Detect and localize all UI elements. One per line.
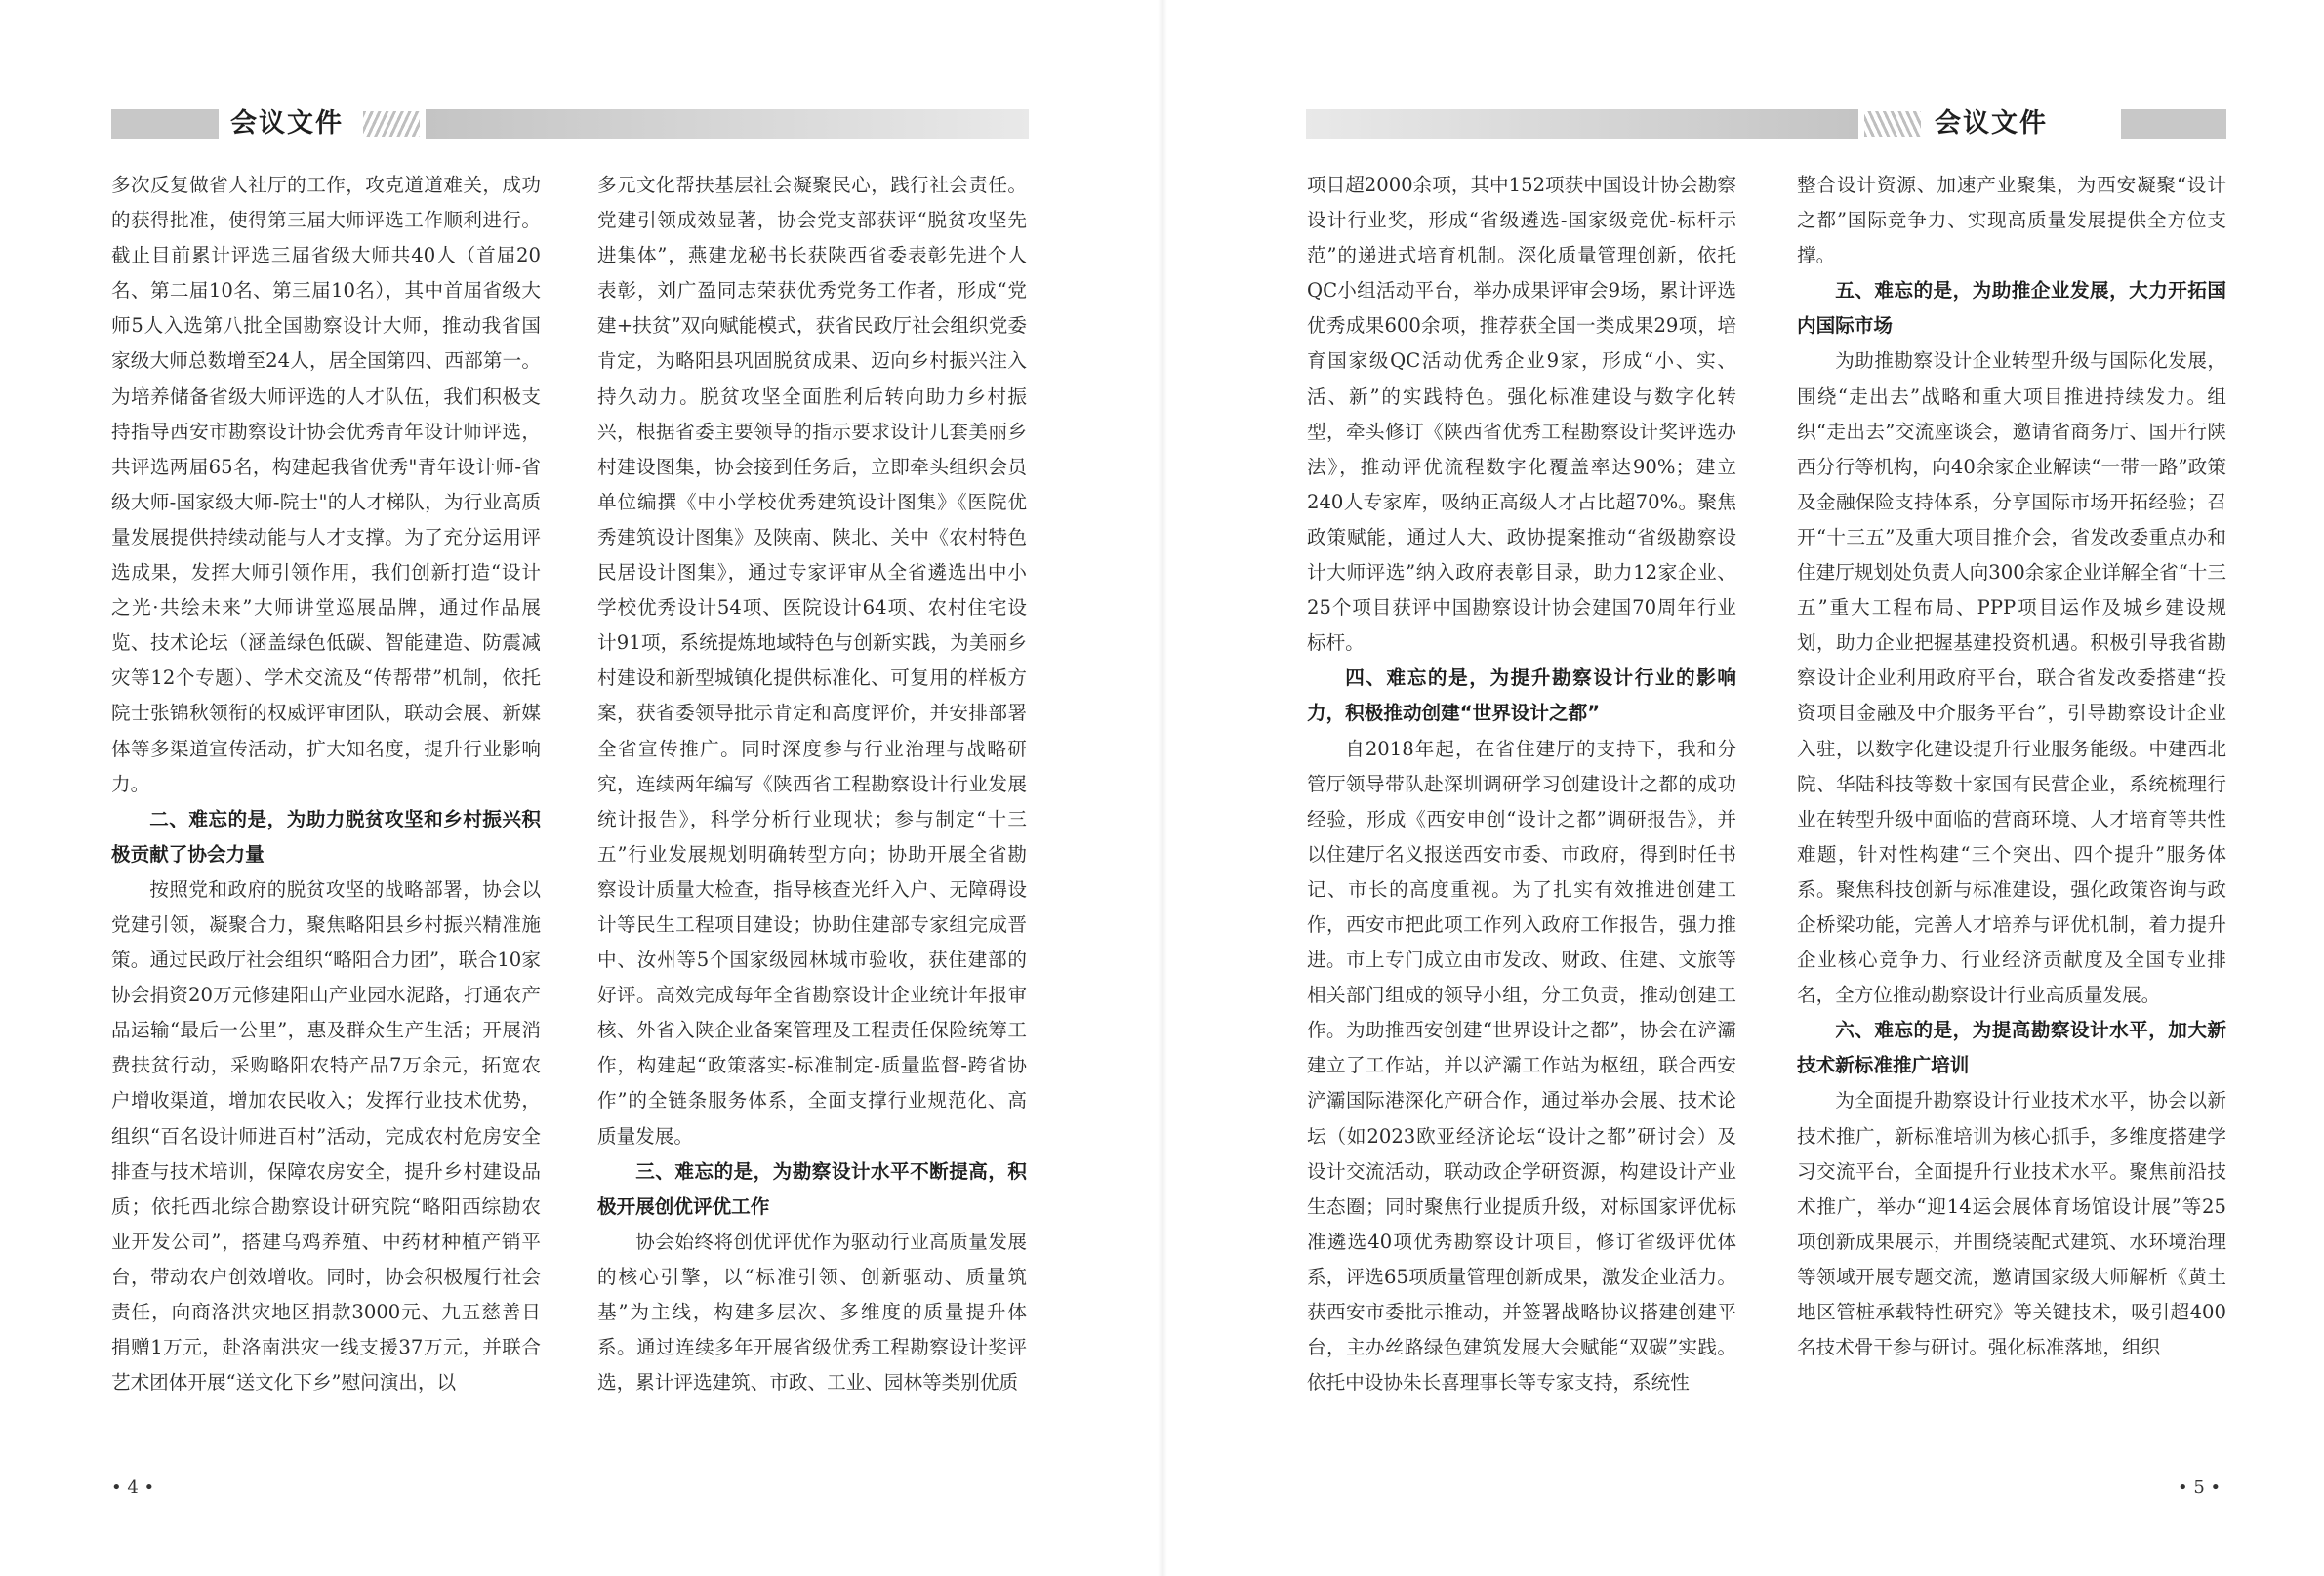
right-column-1: [1307, 168, 1736, 1400]
paragraph: 为助推勘察设计企业转型升级与国际化发展，围绕“走出去”战略和重大项目推进持续发力。组织“走出去”交流座谈会，邀请省商务厅、国开行陕西分行等机构，向40余家企业解读“一带一路”政策及金融保险支持体系，分享国际市场开拓经验；召开“十三五”及重大项目推介会，省发改委重点办和住建厅规划处负责人向300余家企业详解全省“十三五”重大工程布局、PPP项目运作及城乡建设规划，助力企业把握基建投资机遇。积极引导我省勘察设计企业利用政府平台，联合省发改委搭建“投资项目金融及中介服务平台”，引导勘察设计企业入驻，以数字化建设提升行业服务能级。中建西北院、华陆科技等数十家国有民营企业，系统梳理行业在转型升级中面临的营商环境、人才培育等共性难题，针对性构建“三个突出、四个提升”服务体系。聚焦科技创新与标准建设，强化政策咨询与政企桥梁功能，完善人才培养与评优机制，着力提升企业核心竞争力、行业经济贡献度及全国专业排名，全方位推动勘察设计行业高质量发展。: [1797, 349, 2226, 1007]
section-heading-6: 六、难忘的是，为提高勘察设计水平，加大新技术新标准推广培训: [1797, 1019, 2226, 1077]
paragraph: 协会始终将创优评优作为驱动行业高质量发展的核心引擎，以“标准引领、创新驱动、质量筑基”为主线，构建多层次、多维度的质量提升体系。通过连续多年开展省级优秀工程勘察设计奖评选，累计评选建筑、市政、工业、园林等类别优质: [597, 1230, 1027, 1394]
paragraph: 项目超2000余项，其中152项获中国设计协会勘察设计行业奖，形成“省级遴选-国家级竞优-标杆示范”的递进式培育机制。深化质量管理创新，依托QC小组活动平台，举办成果评审会9场，累计评选优秀成果600余项，推荐获全国一类成果29项，培育国家级QC活动优秀企业9家，形成“小、实、活、新”的实践特色。强化标准建设与数字化转型，牵头修订《陕西省优秀工程勘察设计奖评选办法》，推动评优流程数字化覆盖率达90%；建立240人专家库，吸纳正高级人才占比超70%。聚焦政策赋能，通过人大、政协提案推动“省级勘察设计大师评选”纳入政府表彰目录，助力12家企业、25个项目获评中国勘察设计协会建国70周年行业标杆。: [1307, 174, 1736, 655]
paragraph: 为全面提升勘察设计行业技术水平，协会以新技术推广，新标准培训为核心抓手，多维度搭建学习交流平台，全面提升行业技术水平。聚焦前沿技术推广，举办“迎14运会展体育场馆设计展”等25项创新成果展示，并围绕装配式建筑、水环境治理等领域开展专题交流，邀请国家级大师解析《黄土地区管桩承载特性研究》等关键技术，吸引超400名技术骨干参与研讨。强化标准落地，组织: [1797, 1089, 2226, 1359]
right-column-2: [1797, 168, 2226, 1365]
paragraph: 多元文化帮扶基层社会凝聚民心，践行社会责任。党建引领成效显著，协会党支部获评“脱贫攻坚先进集体”，燕建龙秘书长获陕西省委表彰先进个人表彰，刘广盈同志荣获优秀党务工作者，形成“党建+扶贫”双向赋能模式，获省民政厅社会组织党委肯定，为略阳县巩固脱贫成果、迈向乡村振兴注入持久动力。脱贫攻坚全面胜利后转向助力乡村振兴，根据省委主要领导的指示要求设计几套美丽乡村建设图集，协会接到任务后，立即牵头组织会员单位编撰《中小学校优秀建筑设计图集》《医院优秀建筑设计图集》及陕南、陕北、关中《农村特色民居设计图集》，通过专家评审从全省遴选出中小学校优秀设计54项、医院设计64项、农村住宅设计91项，系统提炼地域特色与创新实践，为美丽乡村建设和新型城镇化提供标准化、可复用的样板方案，获省委领导批示肯定和高度评价，并安排部署全省宣传推广。同时深度参与行业治理与战略研究，连续两年编写《陕西省工程勘察设计行业发展统计报告》，科学分析行业现状；参与制定“十三五”行业发展规划明确转型方向；协助开展全省勘察设计质量大检查，指导核查光纤入户、无障碍设计等民生工程项目建设；协助住建部专家组完成晋中、汝州等5个国家级园林城市验收，获住建部的好评。高效完成每年全省勘察设计企业统计年报审核、外省入陕企业备案管理及工程责任保险统筹工作，构建起“政策落实-标准制定-质量监督-跨省协作”的全链条服务体系，全面支撑行业规范化、高质量发展。: [597, 174, 1027, 1148]
right-header-bar: [1306, 109, 2226, 139]
paragraph: 按照党和政府的脱贫攻坚的战略部署，协会以党建引领，凝聚合力，聚焦略阳县乡村振兴精准施策。通过民政厅社会组织“略阳合力团”，联合10家协会捐资20万元修建阳山产业园水泥路，打通农产品运输“最后一公里”，惠及群众生产生活；开展消费扶贫行动，采购略阳农特产品7万余元，拓宽农户增收渠道，增加农民收入；发挥行业技术优势，组织“百名设计师进百村”活动，完成农村危房安全排查与技术培训，保障农房安全，提升乡村建设品质；依托西北综合勘察设计研究院“略阳西综勘农业开发公司”，搭建乌鸡养殖、中药材种植产销平台，带动农户创效增收。同时，协会积极履行社会责任，向商洛洪灾地区捐款3000元、九五慈善日捐赠1万元，赴洛南洪灾一线支援37万元，并联合艺术团体开展“送文化下乡”慰问演出，以: [111, 877, 541, 1394]
header-stub: [111, 109, 219, 139]
page-number-right: • 5 •: [2178, 1477, 2222, 1498]
header-stripes: [1864, 111, 1921, 137]
paragraph: 自2018年起，在省住建厅的支持下，我和分管厅领导带队赴深圳调研学习创建设计之都的成功经验，形成《西安申创“设计之都”调研报告》，并以住建厅名义报送西安市委、市政府，得到时任书记、市长的高度重视。为了扎实有效推进创建工作，西安市把此项工作列入政府工作报告，强力推进。市上专门成立由市发改、财政、住建、文旅等相关部门组成的领导小组，分工负责，推动创建工作。为助推西安创建“世界设计之都”，协会在浐灞建立了工作站，并以浐灞工作站为枢纽，联合西安浐灞国际港深化产研合作，通过举办会展、技术论坛（如2023欧亚经济论坛“设计之都”研讨会）及设计交流活动，联动政企学研资源，构建设计产业生态圈；同时聚焦行业提质升级，对标国家评优标准遴选40项优秀勘察设计项目，修订省级评优体系，评选65项质量管理创新成果，激发企业活力。获西安市委批示推动，并签署战略协议搭建创建平台，主办丝路绿色建筑发展大会赋能“双碳”实践。依托中设协朱长喜理事长等专家支持，系统性: [1307, 737, 1736, 1394]
right-page: [1162, 0, 2324, 1576]
section-heading-2: 二、难忘的是，为助力脱贫攻坚和乡村振兴积极贡献了协会力量: [111, 807, 541, 866]
right-header-title: 会议文件: [1929, 105, 2054, 142]
page-number-left: • 4 •: [111, 1477, 155, 1498]
section-heading-3: 三、难忘的是，为勘察设计水平不断提高，积极开展创优评优工作: [597, 1159, 1027, 1218]
header-stub: [2121, 109, 2226, 139]
left-column-2: [597, 168, 1027, 1400]
section-heading-5: 五、难忘的是，为助推企业发展，大力开拓国内国际市场: [1797, 279, 2226, 338]
header-stripes: [363, 111, 420, 137]
header-gradient-bar: [426, 109, 1029, 139]
paragraph: 整合设计资源、加速产业聚集，为西安凝聚“设计之都”国际竞争力、实现高质量发展提供全方位支撑。: [1797, 174, 2226, 267]
header-gradient-bar: [1306, 109, 1858, 139]
left-header-bar: [111, 109, 1029, 139]
paragraph: 多次反复做省人社厅的工作，攻克道道难关，成功的获得批准，使得第三届大师评选工作顺利进行。截止目前累计评选三届省级大师共40人（首届20名、第二届10名、第三届10名），其中首届省级大师5人入选第八批全国勘察设计大师，推动我省国家级大师总数增至24人，居全国第四、西部第一。为培养储备省级大师评选的人才队伍，我们积极支持指导西安市勘察设计协会优秀青年设计师评选，共评选两届65名，构建起我省优秀"青年设计师-省级大师-国家级大师-院士"的人才梯队，为行业高质量发展提供持续动能与人才支撑。为了充分运用评选成果，发挥大师引领作用，我们创新打造“设计之光·共绘未来”大师讲堂巡展品牌，通过作品展览、技术论坛（涵盖绿色低碳、智能建造、防震减灾等12个专题）、学术交流及“传帮带”机制，依托院士张锦秋领衔的权威评审团队，联动会展、新媒体等多渠道宣传活动，扩大知名度，提升行业影响力。: [111, 174, 541, 795]
left-header-title: 会议文件: [224, 105, 349, 142]
left-column-1: [111, 168, 541, 1400]
section-heading-4: 四、难忘的是，为提升勘察设计行业的影响力，积极推动创建“世界设计之都”: [1307, 667, 1736, 725]
